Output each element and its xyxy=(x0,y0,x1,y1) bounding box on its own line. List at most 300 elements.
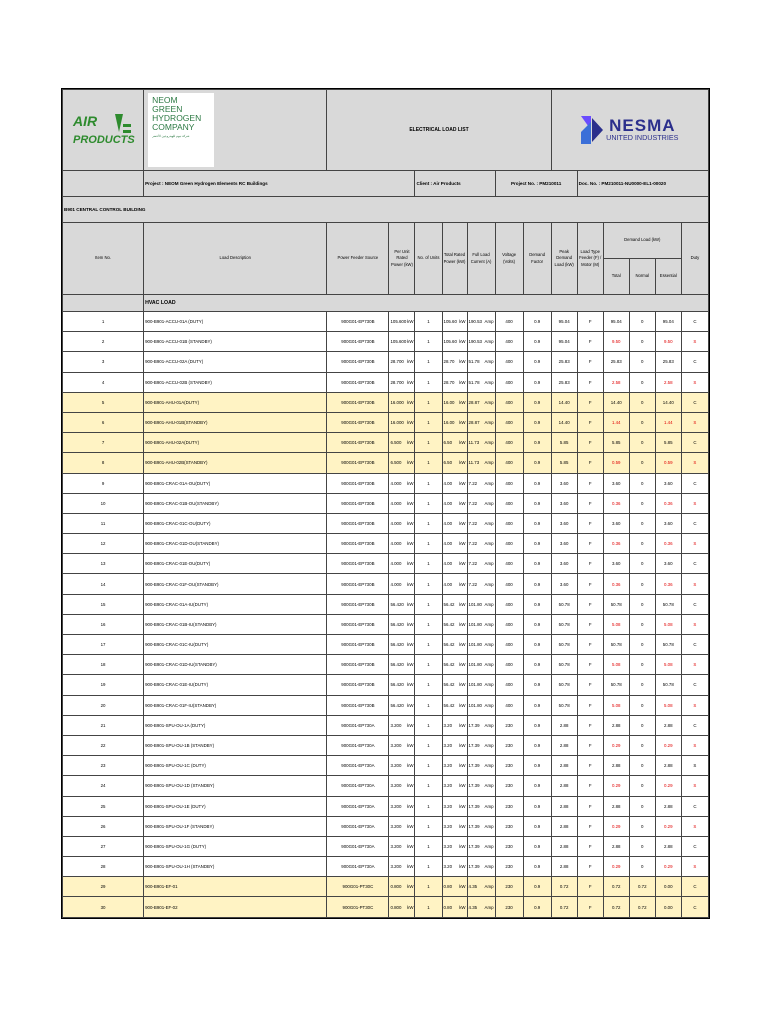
feeder-source: 900G01-EP730A xyxy=(327,715,389,735)
peak-demand: 50.78 xyxy=(551,655,577,675)
demand-normal: 0 xyxy=(629,715,655,735)
demand-factor: 0.9 xyxy=(523,433,551,453)
unit-amp: Amp xyxy=(484,682,494,688)
demand-total: 95.04 xyxy=(603,312,629,332)
per-unit-value: 16.000 xyxy=(390,420,404,426)
per-unit-power xyxy=(389,877,415,897)
flc-value: 4.35 xyxy=(468,904,478,910)
demand-factor: 0.9 xyxy=(523,776,551,796)
per-unit-value: 3.200 xyxy=(390,864,402,870)
col-no-of-units: No. of Units xyxy=(415,223,442,295)
no-of-units: 1 xyxy=(415,453,442,473)
demand-normal: 0 xyxy=(629,614,655,634)
demand-essential: 0.36 xyxy=(655,534,681,554)
total-rated-value: 3.20 xyxy=(443,823,453,829)
col-voltage: Voltage (Volts) xyxy=(495,223,523,295)
flc-value: 101.80 xyxy=(468,682,482,688)
item-no: 3 xyxy=(63,352,144,372)
demand-essential: 3.60 xyxy=(655,473,681,493)
voltage: 230 xyxy=(495,796,523,816)
duty: S xyxy=(681,574,708,594)
per-unit-value: 4.000 xyxy=(390,541,402,547)
table-row xyxy=(63,372,709,392)
col-demand-factor: Demand Factor xyxy=(523,223,551,295)
full-load-current xyxy=(467,574,495,594)
total-rated-power xyxy=(442,614,467,634)
demand-factor: 0.9 xyxy=(523,594,551,614)
feeder-source: 900G01-EP730A xyxy=(327,816,389,836)
voltage: 230 xyxy=(495,857,523,877)
demand-normal: 0 xyxy=(629,493,655,513)
demand-factor: 0.9 xyxy=(523,836,551,856)
peak-demand: 3.60 xyxy=(551,513,577,533)
per-unit-power xyxy=(389,655,415,675)
feeder-source: 900G01-EP730B xyxy=(327,594,389,614)
table-row xyxy=(63,655,709,675)
unit-kw: kW xyxy=(459,520,466,526)
unit-kw: kW xyxy=(459,379,466,385)
unit-kw: kW xyxy=(459,843,466,849)
flc-value: 51.78 xyxy=(468,359,480,365)
total-rated-value: 56.42 xyxy=(443,702,455,708)
full-load-current xyxy=(467,412,495,432)
demand-normal: 0 xyxy=(629,412,655,432)
unit-kw: kW xyxy=(407,783,414,789)
load-type: F xyxy=(577,312,603,332)
total-rated-value: 4.00 xyxy=(443,561,453,567)
load-description: 900-B901-CRAC-01D-IU(STANDBY) xyxy=(144,655,327,675)
peak-demand: 3.60 xyxy=(551,473,577,493)
full-load-current xyxy=(467,776,495,796)
unit-kw: kW xyxy=(459,601,466,607)
item-no: 27 xyxy=(63,836,144,856)
flc-value: 101.80 xyxy=(468,662,482,668)
unit-kw: kW xyxy=(407,904,414,910)
nesma-logo-cell xyxy=(551,90,708,171)
demand-essential: 0.59 xyxy=(655,453,681,473)
item-no: 20 xyxy=(63,695,144,715)
unit-kw: kW xyxy=(407,843,414,849)
voltage: 400 xyxy=(495,594,523,614)
demand-factor: 0.9 xyxy=(523,312,551,332)
no-of-units: 1 xyxy=(415,392,442,412)
unit-kw: kW xyxy=(407,682,414,688)
table-row xyxy=(63,392,709,412)
unit-amp: Amp xyxy=(484,359,494,365)
voltage: 230 xyxy=(495,877,523,897)
total-rated-power xyxy=(442,715,467,735)
load-type: F xyxy=(577,534,603,554)
per-unit-value: 3.200 xyxy=(390,722,402,728)
col-load-type: Load Type Feeder (F) / Motor (M) xyxy=(577,223,603,295)
neom-line-2: GREEN xyxy=(152,104,183,114)
feeder-source: 900G01-EP730B xyxy=(327,695,389,715)
feeder-source: 900G01-EP730B xyxy=(327,675,389,695)
table-row xyxy=(63,534,709,554)
peak-demand: 95.04 xyxy=(551,312,577,332)
load-type: F xyxy=(577,513,603,533)
load-description: 900-B901-EF-02 xyxy=(144,897,327,917)
unit-amp: Amp xyxy=(484,480,494,486)
table-row xyxy=(63,796,709,816)
demand-factor: 0.9 xyxy=(523,372,551,392)
no-of-units: 1 xyxy=(415,655,442,675)
per-unit-power xyxy=(389,453,415,473)
demand-normal: 0 xyxy=(629,594,655,614)
full-load-current xyxy=(467,877,495,897)
feeder-source: 900G01-EP730B xyxy=(327,554,389,574)
flc-value: 7.22 xyxy=(468,520,478,526)
unit-amp: Amp xyxy=(484,379,494,385)
demand-essential: 2.88 xyxy=(655,715,681,735)
table-row xyxy=(63,857,709,877)
unit-kw: kW xyxy=(459,743,466,749)
demand-essential: 3.60 xyxy=(655,554,681,574)
per-unit-power xyxy=(389,574,415,594)
full-load-current xyxy=(467,332,495,352)
demand-factor: 0.9 xyxy=(523,332,551,352)
item-no: 24 xyxy=(63,776,144,796)
total-rated-power xyxy=(442,493,467,513)
flc-value: 7.22 xyxy=(468,480,478,486)
demand-total: 0.29 xyxy=(603,776,629,796)
unit-kw: kW xyxy=(407,520,414,526)
demand-essential: 14.40 xyxy=(655,392,681,412)
no-of-units: 1 xyxy=(415,412,442,432)
voltage: 400 xyxy=(495,433,523,453)
section-row xyxy=(63,295,709,312)
item-no: 30 xyxy=(63,897,144,917)
per-unit-power xyxy=(389,796,415,816)
table-row xyxy=(63,312,709,332)
voltage: 230 xyxy=(495,776,523,796)
item-no: 2 xyxy=(63,332,144,352)
feeder-source: 900G01-PT30C xyxy=(327,897,389,917)
feeder-source: 900G01-EP730B xyxy=(327,614,389,634)
total-rated-value: 3.20 xyxy=(443,743,453,749)
no-of-units: 1 xyxy=(415,493,442,513)
table-row xyxy=(63,715,709,735)
item-no: 16 xyxy=(63,614,144,634)
per-unit-power xyxy=(389,776,415,796)
unit-amp: Amp xyxy=(484,541,494,547)
total-rated-power xyxy=(442,352,467,372)
per-unit-power xyxy=(389,412,415,432)
duty: S xyxy=(681,695,708,715)
item-no: 6 xyxy=(63,412,144,432)
total-rated-value: 4.00 xyxy=(443,581,453,587)
demand-factor: 0.9 xyxy=(523,493,551,513)
load-type: F xyxy=(577,635,603,655)
unit-kw: kW xyxy=(407,541,414,547)
demand-factor: 0.9 xyxy=(523,352,551,372)
svg-text:AIR: AIR xyxy=(73,113,98,129)
table-row xyxy=(63,776,709,796)
neom-logo xyxy=(148,93,214,167)
peak-demand: 50.78 xyxy=(551,594,577,614)
unit-kw: kW xyxy=(407,621,414,627)
full-load-current xyxy=(467,372,495,392)
voltage: 400 xyxy=(495,412,523,432)
unit-kw: kW xyxy=(459,581,466,587)
feeder-source: 900G01-EP730B xyxy=(327,372,389,392)
peak-demand: 2.88 xyxy=(551,857,577,877)
voltage: 400 xyxy=(495,513,523,533)
demand-factor: 0.9 xyxy=(523,513,551,533)
per-unit-value: 28.700 xyxy=(390,359,404,365)
item-no: 13 xyxy=(63,554,144,574)
peak-demand: 25.83 xyxy=(551,372,577,392)
voltage: 400 xyxy=(495,332,523,352)
total-rated-power xyxy=(442,655,467,675)
per-unit-power xyxy=(389,614,415,634)
unit-kw: kW xyxy=(407,440,414,446)
total-rated-value: 4.00 xyxy=(443,500,453,506)
flc-value: 28.87 xyxy=(468,420,480,426)
per-unit-power xyxy=(389,756,415,776)
full-load-current xyxy=(467,695,495,715)
total-rated-power xyxy=(442,776,467,796)
demand-normal: 0.72 xyxy=(629,897,655,917)
total-rated-power xyxy=(442,372,467,392)
load-type: F xyxy=(577,473,603,493)
demand-total: 0.36 xyxy=(603,493,629,513)
load-description: 900-B901-SPU-OU-1F (STANDBY) xyxy=(144,816,327,836)
neom-line-4: COMPANY xyxy=(152,122,195,132)
unit-kw: kW xyxy=(407,803,414,809)
total-rated-value: 6.50 xyxy=(443,440,453,446)
flc-value: 17.39 xyxy=(468,823,480,829)
item-no: 26 xyxy=(63,816,144,836)
load-type: F xyxy=(577,796,603,816)
load-description: 900-B901-CRAC-01C-IU(DUTY) xyxy=(144,635,327,655)
no-of-units: 1 xyxy=(415,534,442,554)
peak-demand: 50.78 xyxy=(551,635,577,655)
unit-kw: kW xyxy=(459,460,466,466)
flc-value: 101.80 xyxy=(468,642,482,648)
item-no: 1 xyxy=(63,312,144,332)
demand-normal: 0 xyxy=(629,857,655,877)
feeder-source: 900G01-EP730B xyxy=(327,635,389,655)
duty: S xyxy=(681,816,708,836)
neom-line-1: NEOM xyxy=(152,95,178,105)
demand-total: 2.88 xyxy=(603,796,629,816)
demand-total: 2.88 xyxy=(603,836,629,856)
unit-amp: Amp xyxy=(484,561,494,567)
unit-kw: kW xyxy=(407,420,414,426)
unit-kw: kW xyxy=(459,662,466,668)
no-of-units: 1 xyxy=(415,594,442,614)
unit-kw: kW xyxy=(407,702,414,708)
duty: S xyxy=(681,534,708,554)
load-type: F xyxy=(577,412,603,432)
per-unit-power xyxy=(389,594,415,614)
item-no: 11 xyxy=(63,513,144,533)
full-load-current xyxy=(467,756,495,776)
no-of-units: 1 xyxy=(415,312,442,332)
unit-kw: kW xyxy=(407,561,414,567)
duty: C xyxy=(681,513,708,533)
demand-factor: 0.9 xyxy=(523,574,551,594)
total-rated-value: 56.42 xyxy=(443,642,455,648)
unit-kw: kW xyxy=(459,339,466,345)
total-rated-value: 56.42 xyxy=(443,662,455,668)
total-rated-value: 3.20 xyxy=(443,803,453,809)
per-unit-power xyxy=(389,513,415,533)
unit-kw: kW xyxy=(407,319,414,325)
demand-factor: 0.9 xyxy=(523,735,551,755)
neom-arabic: شركة نيوم للهيدروجين الأخضر xyxy=(152,134,190,138)
total-rated-value: 3.20 xyxy=(443,843,453,849)
unit-kw: kW xyxy=(407,339,414,345)
demand-essential: 0.36 xyxy=(655,574,681,594)
full-load-current xyxy=(467,897,495,917)
per-unit-value: 0.800 xyxy=(390,884,402,890)
demand-essential: 0.29 xyxy=(655,857,681,877)
flc-value: 7.22 xyxy=(468,561,478,567)
peak-demand: 2.88 xyxy=(551,816,577,836)
demand-essential: 1.44 xyxy=(655,412,681,432)
full-load-current xyxy=(467,352,495,372)
col-item-no: Item No. xyxy=(63,223,144,295)
item-no: 8 xyxy=(63,453,144,473)
per-unit-power xyxy=(389,433,415,453)
table-row xyxy=(63,574,709,594)
total-rated-value: 56.42 xyxy=(443,682,455,688)
no-of-units: 1 xyxy=(415,574,442,594)
building-name: B901 CENTRAL CONTROL BUILDING xyxy=(63,197,709,223)
demand-normal: 0 xyxy=(629,332,655,352)
peak-demand: 5.85 xyxy=(551,453,577,473)
demand-essential: 50.78 xyxy=(655,594,681,614)
no-of-units: 1 xyxy=(415,897,442,917)
demand-total: 25.83 xyxy=(603,352,629,372)
item-no: 7 xyxy=(63,433,144,453)
flc-value: 101.80 xyxy=(468,621,482,627)
demand-factor: 0.9 xyxy=(523,534,551,554)
unit-kw: kW xyxy=(407,743,414,749)
demand-total: 5.85 xyxy=(603,433,629,453)
unit-amp: Amp xyxy=(484,864,494,870)
no-of-units: 1 xyxy=(415,877,442,897)
demand-factor: 0.9 xyxy=(523,554,551,574)
table-row xyxy=(63,816,709,836)
no-of-units: 1 xyxy=(415,433,442,453)
no-of-units: 1 xyxy=(415,675,442,695)
demand-essential: 2.88 xyxy=(655,836,681,856)
demand-total: 50.78 xyxy=(603,594,629,614)
demand-essential: 0.00 xyxy=(655,897,681,917)
unit-amp: Amp xyxy=(484,399,494,405)
unit-kw: kW xyxy=(459,722,466,728)
total-rated-power xyxy=(442,857,467,877)
per-unit-power xyxy=(389,635,415,655)
header-row xyxy=(63,90,709,171)
load-list-table xyxy=(62,89,709,918)
unit-kw: kW xyxy=(459,359,466,365)
duty: S xyxy=(681,493,708,513)
neom-line-3: HYDROGEN xyxy=(152,113,202,123)
total-rated-power xyxy=(442,412,467,432)
duty: S xyxy=(681,735,708,755)
flc-value: 4.35 xyxy=(468,884,478,890)
demand-factor: 0.9 xyxy=(523,635,551,655)
feeder-source: 900G01-EP730B xyxy=(327,574,389,594)
flc-value: 11.73 xyxy=(468,440,480,446)
load-description: 900-B901-SPU-OU-1D (STANDBY) xyxy=(144,776,327,796)
load-description: 900-B901-CRAC-01F-IU(STANDBY) xyxy=(144,695,327,715)
unit-kw: kW xyxy=(459,702,466,708)
unit-amp: Amp xyxy=(484,339,494,345)
unit-amp: Amp xyxy=(484,722,494,728)
unit-kw: kW xyxy=(407,379,414,385)
unit-kw: kW xyxy=(459,783,466,789)
unit-kw: kW xyxy=(407,884,414,890)
unit-kw: kW xyxy=(459,420,466,426)
building-row xyxy=(63,197,709,223)
feeder-source: 900G01-EP730A xyxy=(327,776,389,796)
load-list-sheet xyxy=(61,88,710,919)
demand-essential: 2.88 xyxy=(655,796,681,816)
demand-total: 14.40 xyxy=(603,392,629,412)
per-unit-power xyxy=(389,493,415,513)
unit-amp: Amp xyxy=(484,642,494,648)
flc-value: 190.53 xyxy=(468,319,482,325)
no-of-units: 1 xyxy=(415,735,442,755)
load-description: 900-B901-AHU-02B(STANDBY) xyxy=(144,453,327,473)
unit-kw: kW xyxy=(459,682,466,688)
no-of-units: 1 xyxy=(415,372,442,392)
duty: S xyxy=(681,332,708,352)
load-type: F xyxy=(577,433,603,453)
table-row xyxy=(63,695,709,715)
voltage: 230 xyxy=(495,897,523,917)
voltage: 400 xyxy=(495,554,523,574)
unit-kw: kW xyxy=(459,480,466,486)
client-name: Client : Air Products xyxy=(415,171,495,197)
total-rated-value: 56.42 xyxy=(443,621,455,627)
load-description: 900-B901-CRAC-01A-OU(DUTY) xyxy=(144,473,327,493)
demand-factor: 0.9 xyxy=(523,756,551,776)
duty: S xyxy=(681,412,708,432)
demand-normal: 0 xyxy=(629,695,655,715)
per-unit-value: 56.420 xyxy=(390,702,404,708)
demand-normal: 0 xyxy=(629,392,655,412)
duty: C xyxy=(681,312,708,332)
load-type: F xyxy=(577,554,603,574)
duty: S xyxy=(681,857,708,877)
duty: C xyxy=(681,715,708,735)
duty: C xyxy=(681,473,708,493)
full-load-current xyxy=(467,715,495,735)
section-title: HVAC LOAD xyxy=(144,295,709,312)
load-type: F xyxy=(577,574,603,594)
per-unit-value: 3.200 xyxy=(390,803,402,809)
no-of-units: 1 xyxy=(415,776,442,796)
duty: S xyxy=(681,776,708,796)
item-no: 9 xyxy=(63,473,144,493)
peak-demand: 3.60 xyxy=(551,534,577,554)
demand-normal: 0 xyxy=(629,574,655,594)
feeder-source: 900G01-EP730B xyxy=(327,473,389,493)
load-description: 900-B901-CRAC-01F-OU(STANDBY) xyxy=(144,574,327,594)
flc-value: 17.39 xyxy=(468,743,480,749)
peak-demand: 95.04 xyxy=(551,332,577,352)
table-row xyxy=(63,453,709,473)
item-no: 17 xyxy=(63,635,144,655)
no-of-units: 1 xyxy=(415,796,442,816)
voltage: 230 xyxy=(495,715,523,735)
